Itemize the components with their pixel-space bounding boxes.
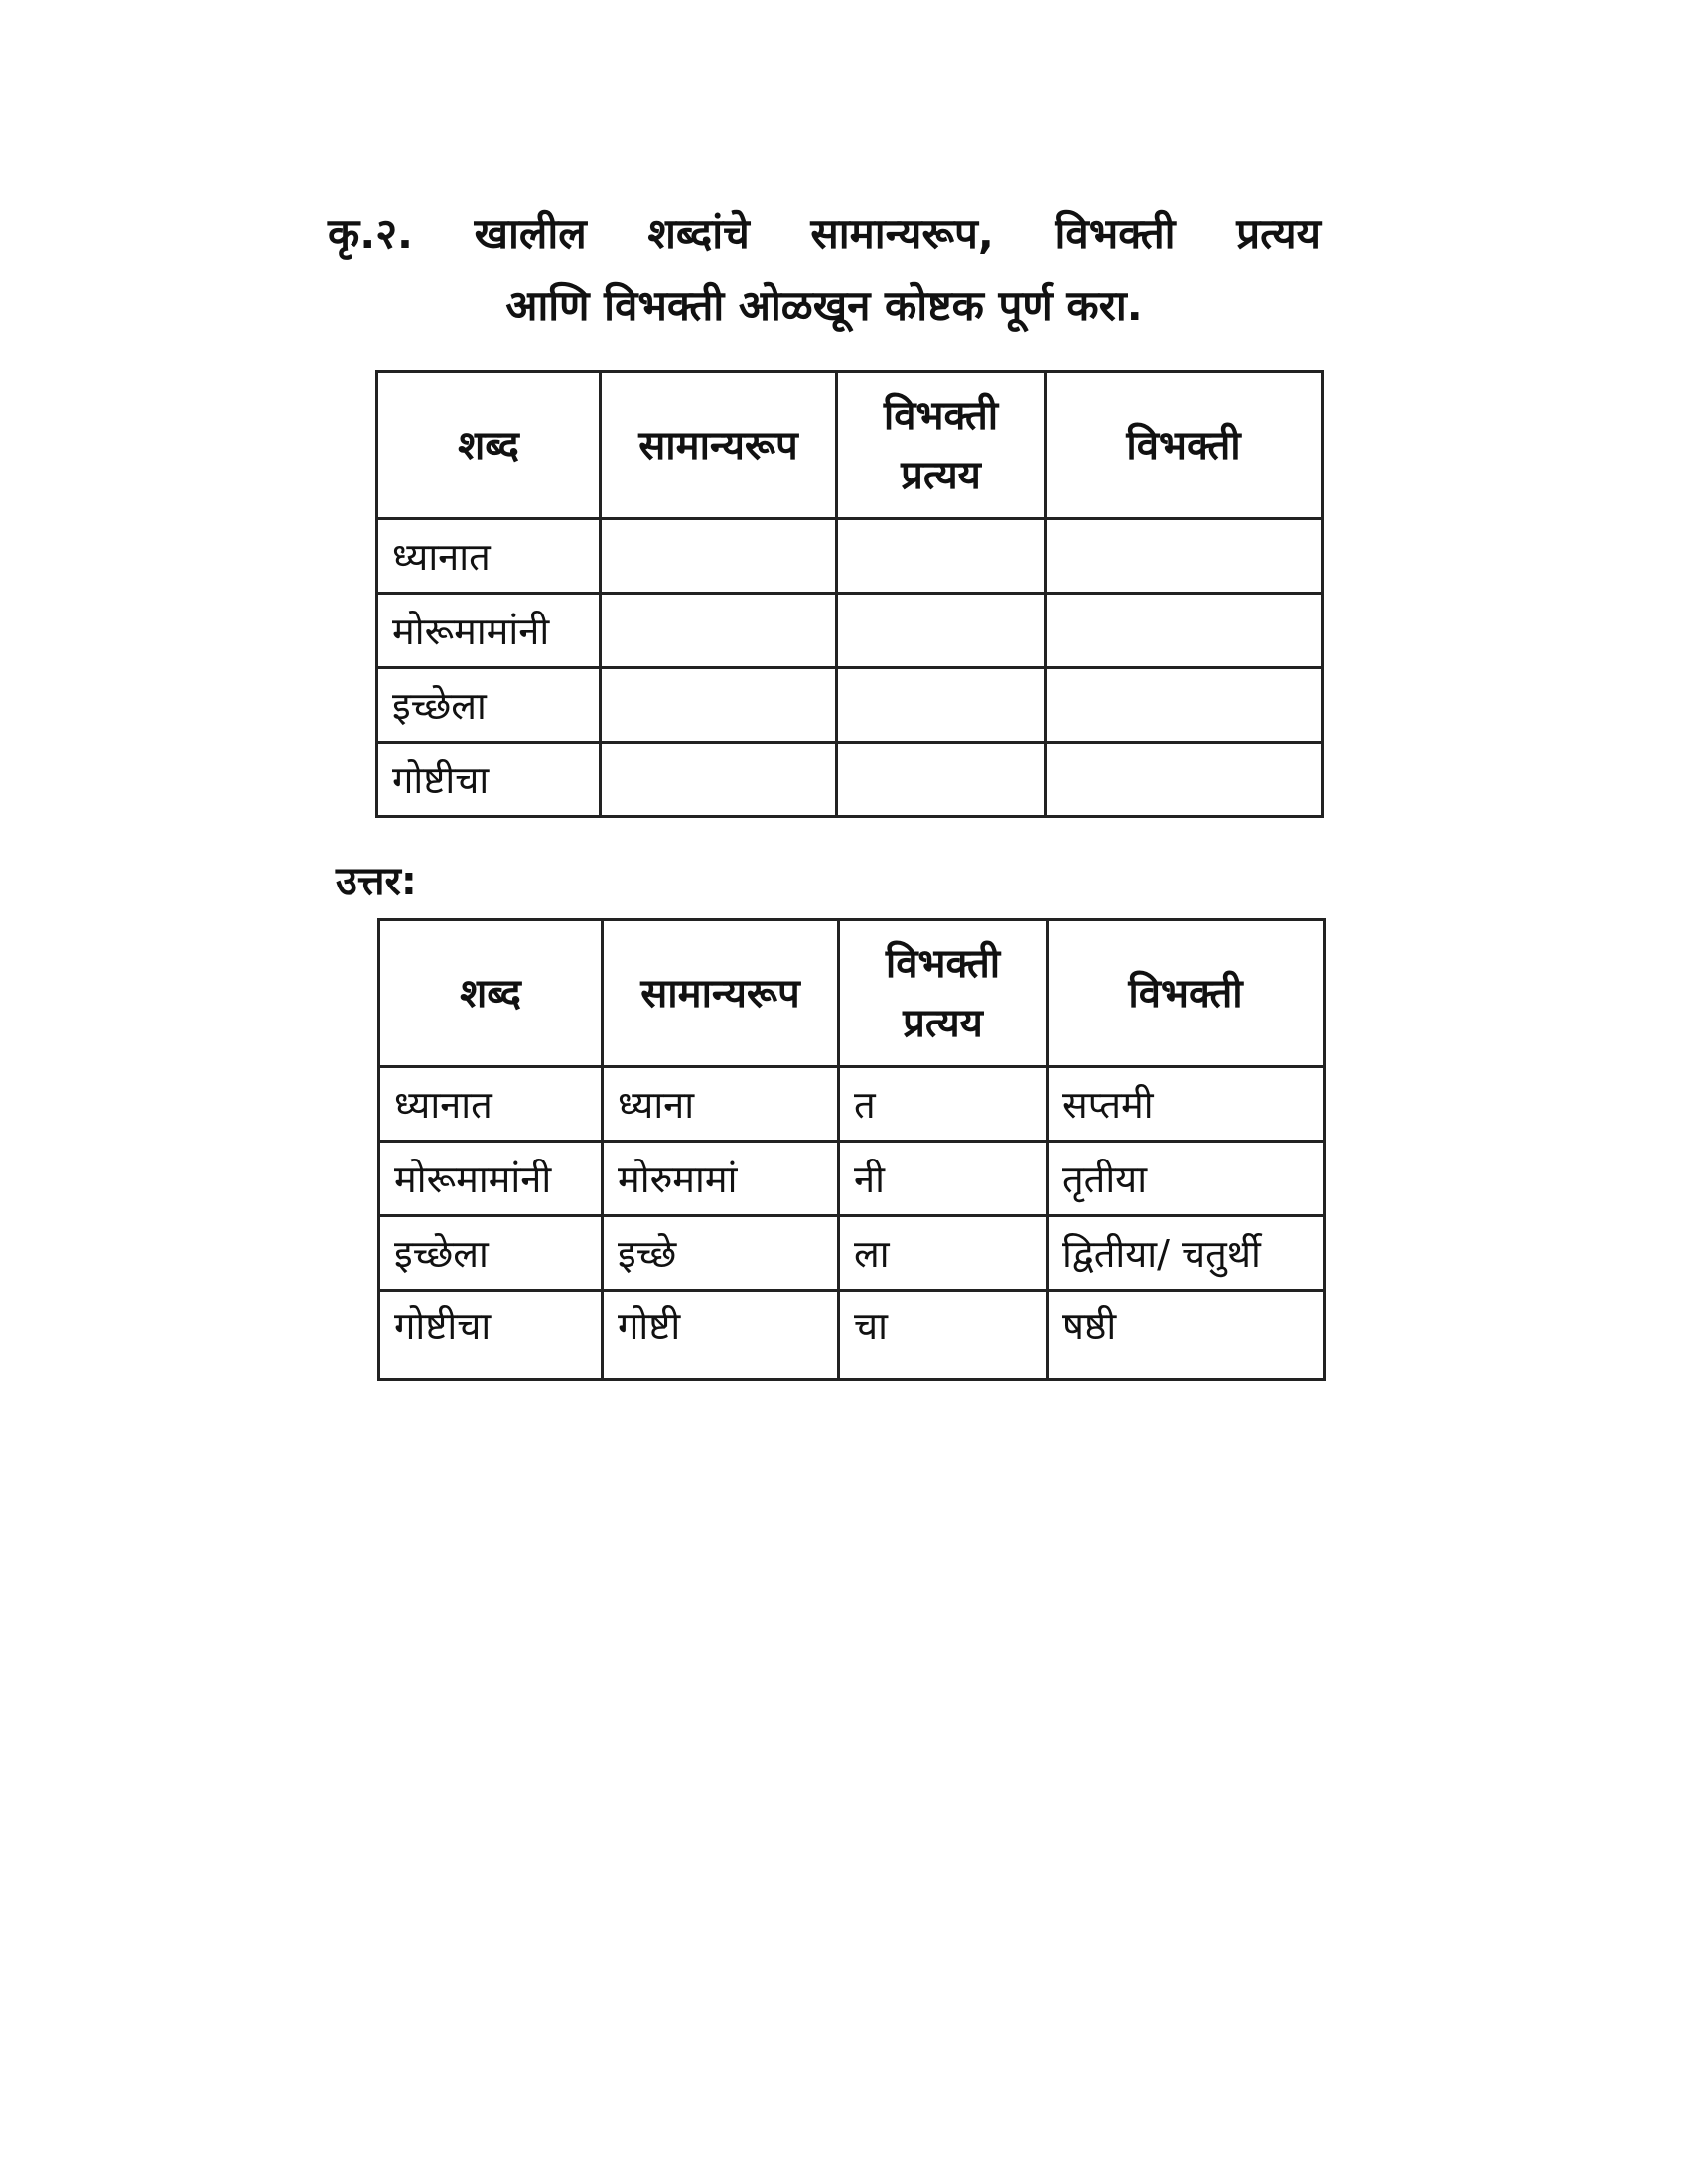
table-row [379, 1291, 1325, 1380]
pratyay-cell: नी [839, 1142, 1048, 1216]
samanyarup-cell [601, 519, 837, 594]
answer-label: उत्तर: [336, 859, 417, 904]
word-cell: इच्छेला [377, 668, 601, 743]
samanyarup-cell: मोरुमामां [603, 1142, 839, 1216]
header-vibhakti: विभक्ती [1046, 372, 1323, 519]
vibhakti-cell [1046, 743, 1323, 817]
header-vibhakti-pratyay: विभक्ती प्रत्यय [839, 920, 1048, 1067]
pratyay-cell: ला [839, 1216, 1048, 1291]
pratyay-cell [837, 743, 1046, 817]
header-shabd: शब्द [377, 372, 601, 519]
vibhakti-cell [1046, 668, 1323, 743]
vibhakti-cell: षष्ठी [1048, 1291, 1325, 1380]
table-header-row [377, 372, 1323, 519]
question-line-2: आणि विभक्ती ओळखून कोष्टक पूर्ण करा. [505, 281, 1143, 330]
word-cell: ध्यानात [379, 1067, 603, 1142]
word-cell: गोष्टीचा [377, 743, 601, 817]
word-cell: मोरूमामांनी [377, 594, 601, 668]
samanyarup-cell [601, 743, 837, 817]
question-text [328, 199, 1321, 341]
vibhakti-cell [1046, 594, 1323, 668]
table-row [377, 743, 1323, 817]
header-samanyarup: सामान्यरूप [601, 372, 837, 519]
samanyarup-cell [601, 668, 837, 743]
word-cell: ध्यानात [377, 519, 601, 594]
word-cell: गोष्टीचा [379, 1291, 603, 1380]
pratyay-cell [837, 594, 1046, 668]
table-row [377, 668, 1323, 743]
vibhakti-cell: द्वितीया/ चतुर्थी [1048, 1216, 1325, 1291]
word-cell: मोरूमामांनी [379, 1142, 603, 1216]
table-row [377, 519, 1323, 594]
samanyarup-cell: गोष्टी [603, 1291, 839, 1380]
header-samanyarup: सामान्यरूप [603, 920, 839, 1067]
vibhakti-cell [1046, 519, 1323, 594]
table-row [379, 1142, 1325, 1216]
samanyarup-cell [601, 594, 837, 668]
question-table [375, 370, 1324, 818]
table-row [379, 1216, 1325, 1291]
samanyarup-cell: इच्छे [603, 1216, 839, 1291]
header-shabd: शब्द [379, 920, 603, 1067]
pratyay-cell: चा [839, 1291, 1048, 1380]
pratyay-cell [837, 668, 1046, 743]
pratyay-cell: त [839, 1067, 1048, 1142]
answer-table [377, 918, 1326, 1381]
table-row [379, 1067, 1325, 1142]
vibhakti-cell: तृतीया [1048, 1142, 1325, 1216]
table-row [377, 594, 1323, 668]
samanyarup-cell: ध्याना [603, 1067, 839, 1142]
header-vibhakti: विभक्ती [1048, 920, 1325, 1067]
pratyay-cell [837, 519, 1046, 594]
header-vibhakti-pratyay: विभक्ती प्रत्यय [837, 372, 1046, 519]
word-cell: इच्छेला [379, 1216, 603, 1291]
vibhakti-cell: सप्तमी [1048, 1067, 1325, 1142]
question-line-1: कृ.२. खालील शब्दांचे सामान्यरूप, विभक्ती प्रत्यय [328, 209, 1321, 258]
table-header-row [379, 920, 1325, 1067]
